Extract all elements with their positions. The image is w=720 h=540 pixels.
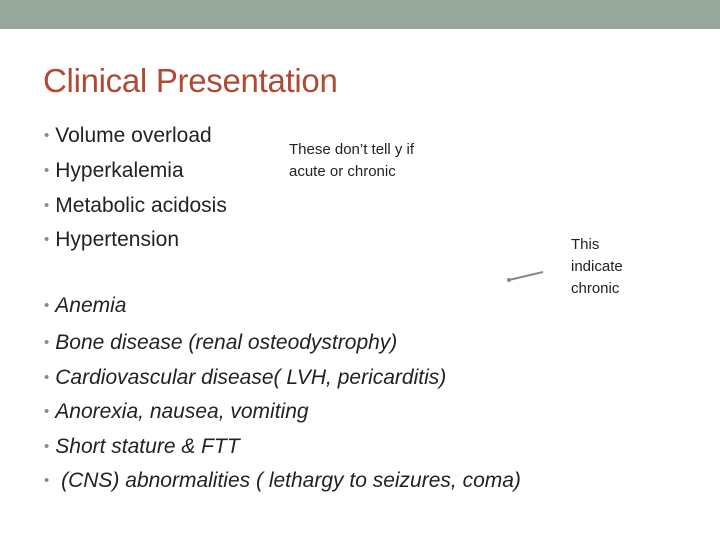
note-line: indicate bbox=[571, 258, 623, 275]
bullet-item: • Bone disease (renal osteodystrophy) bbox=[44, 331, 398, 354]
bullet-item: • Hyperkalemia bbox=[44, 159, 184, 182]
note-line: These don’t tell y if bbox=[289, 141, 415, 158]
arrow-line bbox=[509, 272, 543, 280]
bullet-item: • Cardiovascular disease( LVH, pericarditis) bbox=[44, 366, 447, 389]
bullet-icon: • bbox=[44, 403, 50, 420]
bullet-icon: • bbox=[44, 369, 50, 386]
bullet-item: • Volume overload bbox=[44, 124, 212, 147]
bullet-icon: • bbox=[44, 127, 50, 144]
arrow-tail bbox=[507, 278, 511, 282]
bullet-icon: • bbox=[44, 472, 50, 489]
bullet-icon: • bbox=[44, 297, 50, 314]
note-line: acute or chronic bbox=[289, 163, 396, 180]
bullet-item: • Short stature & FTT bbox=[44, 435, 240, 458]
bullet-item: • Metabolic acidosis bbox=[44, 194, 227, 217]
bullet-item: • (CNS) abnormalities ( lethargy to seizures, coma) bbox=[44, 469, 521, 492]
note-line: chronic bbox=[571, 280, 620, 297]
slide-title: Clinical Presentation bbox=[43, 62, 338, 99]
bullet-icon: • bbox=[44, 438, 50, 455]
bullet-icon: • bbox=[44, 334, 50, 351]
bullet-item: • Hypertension bbox=[44, 228, 179, 251]
bullet-icon: • bbox=[44, 197, 50, 214]
bullet-item: • Anorexia, nausea, vomiting bbox=[44, 400, 309, 423]
bullet-icon: • bbox=[44, 162, 50, 179]
bullet-item: • Anemia bbox=[44, 294, 127, 317]
bullet-icon: • bbox=[44, 231, 50, 248]
note-line: This bbox=[571, 236, 600, 253]
